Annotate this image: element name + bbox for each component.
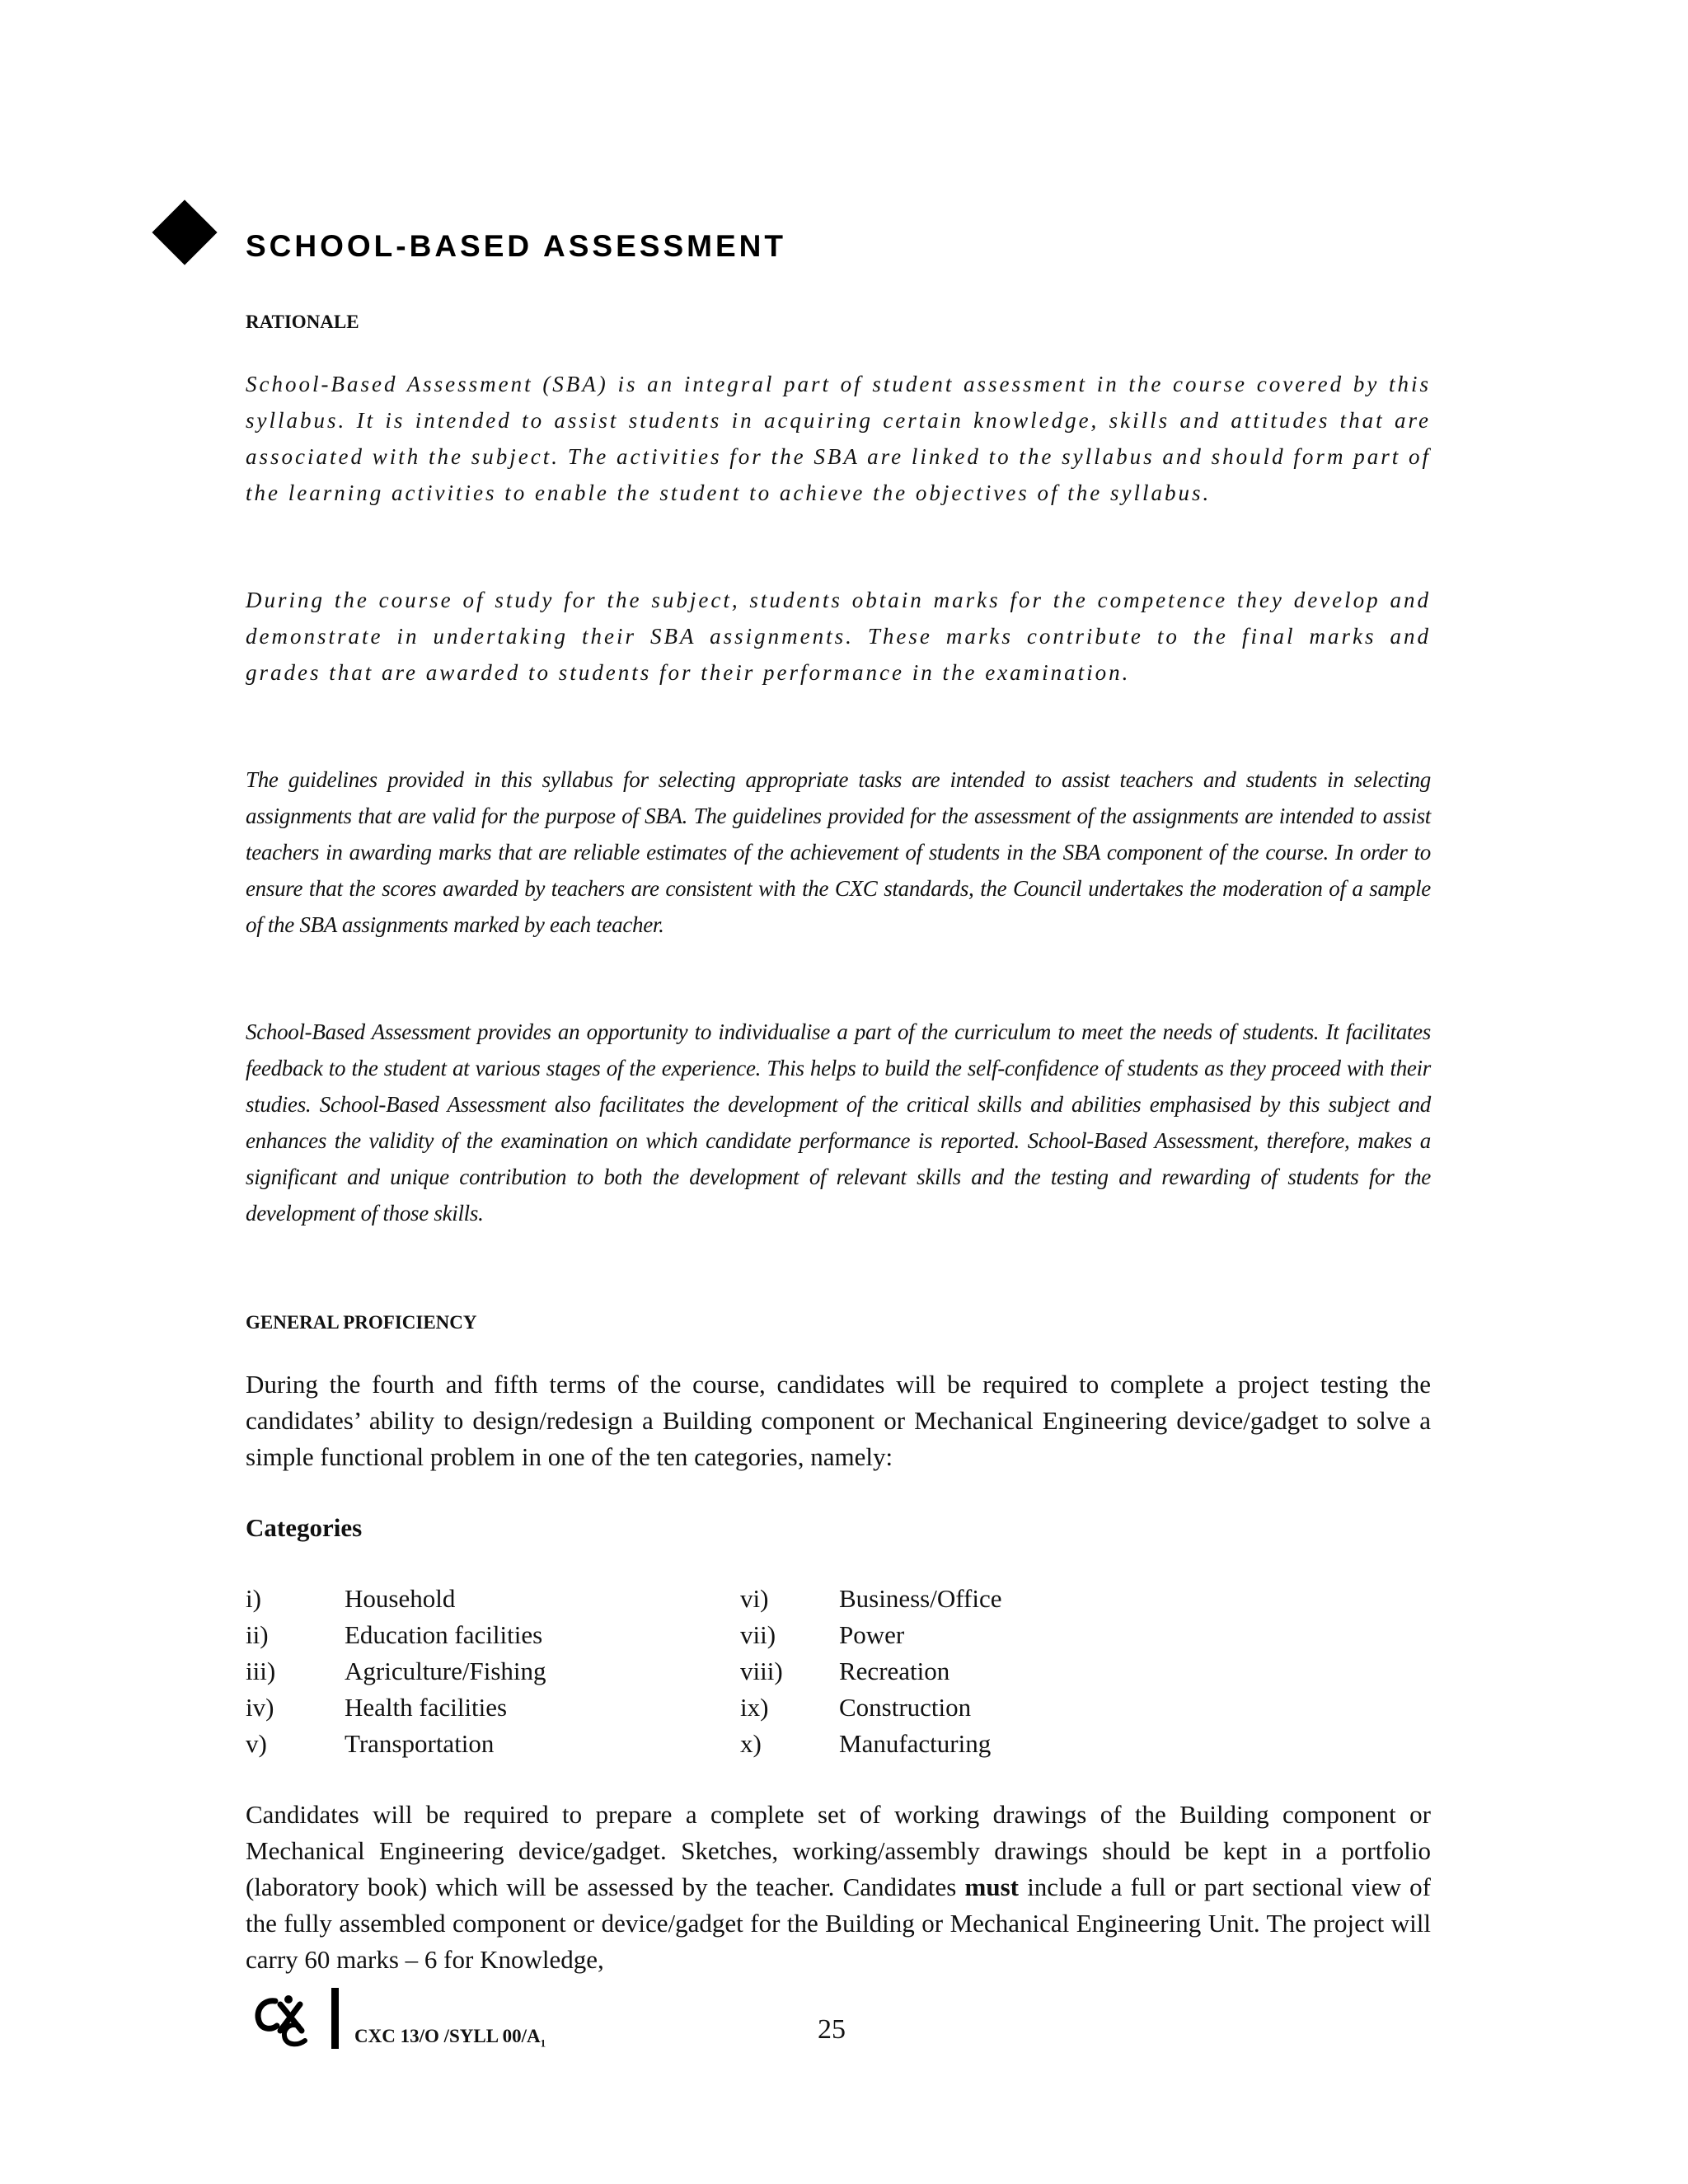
category-name: Household <box>345 1584 456 1613</box>
category-number: ii) <box>246 1620 269 1649</box>
syllabus-code-text: CXC 13/O /SYLL 00/A <box>354 2026 541 2046</box>
categories-label: Categories <box>246 1513 363 1542</box>
page-number: 25 <box>818 2014 846 2045</box>
category-number: vi) <box>740 1584 769 1613</box>
general-proficiency-heading: GENERAL PROFICIENCY <box>246 1312 477 1333</box>
rationale-heading: RATIONALE <box>246 312 359 332</box>
rationale-paragraph-3: The guidelines provided in this syllabus for selecting appropriate tasks are intended to assist teachers and students in selecting assignments that are valid for the purpose of SBA. The guidelines provided for the assessment of the assignments are intended to assist teachers in awarding marks that are reliable estimates of the achievement of students in the SBA component of the course. In order to ensure that the scores awarded by teachers are consistent with the CXC standards, the Council undertakes the moderation of a sample of the SBA assignments marked by each teacher. <box>246 767 1431 937</box>
general-paragraph-1: During the fourth and fifth terms of the course, candidates will be required to complete a project testing the candidates’ ability to design/redesign a Building component or Mechanical Engineering device/gadget to solve a simple functional problem in one of the ten categories, namely: <box>246 1370 1431 1471</box>
category-number: x) <box>740 1729 762 1758</box>
category-number: iv) <box>246 1693 274 1722</box>
category-number: i) <box>246 1584 261 1613</box>
general-paragraph-2 <box>246 1797 1431 1978</box>
footer-divider <box>331 1988 339 2049</box>
category-name: Health facilities <box>345 1693 508 1722</box>
category-name: Agriculture/Fishing <box>345 1657 546 1685</box>
category-number: vii) <box>740 1620 776 1649</box>
category-name: Construction <box>839 1693 972 1722</box>
rationale-paragraph-4: School-Based Assessment provides an opportunity to individualise a part of the curriculum to meet the needs of students. It facilitates feedback to the student at various stages of the experience. This helps to build the self-confidence of students as they proceed with their studies. School-Based Assessment also facilitates the development of the critical skills and abilities emphasised by this subject and enhances the validity of the examination on which candidate performance is reported. School-Based Assessment, therefore, makes a significant and unique contribution to both the development of relevant skills and the testing and rewarding of students for the development of those skills. <box>246 1019 1431 1226</box>
category-name: Education facilities <box>345 1620 543 1649</box>
syllabus-code <box>354 2026 546 2050</box>
category-name: Manufacturing <box>839 1729 992 1758</box>
category-number: ix) <box>740 1693 769 1722</box>
diamond-bullet-icon <box>152 199 217 265</box>
category-number: v) <box>246 1729 267 1758</box>
category-name: Transportation <box>345 1729 495 1758</box>
categories-list <box>246 1581 1152 1762</box>
paragraph-text: Candidates will be required to prepare a complete set of working drawings of the Building component or Mechanical Engineering device/gadget. Sketches, working/assembly drawings should be kept in a portfolio (laboratory book) which will be assessed by the teacher. Candidates <box>246 1800 1431 1901</box>
list-item <box>246 1581 1152 1617</box>
category-name: Recreation <box>839 1657 950 1685</box>
list-item <box>246 1653 1152 1690</box>
category-name: Power <box>839 1620 905 1649</box>
cxc-logo-icon <box>251 1993 310 2047</box>
rationale-paragraph-2: During the course of study for the subject, students obtain marks for the competence they develop and demonstrate in undertaking their SBA assignments. These marks contribute to the final marks and grades that are awarded to students for their performance in the examination. <box>246 588 1431 685</box>
category-name: Business/Office <box>839 1584 1002 1613</box>
syllabus-code-subscript: 1 <box>540 2036 546 2050</box>
section-title: SCHOOL-BASED ASSESSMENT <box>246 229 786 263</box>
list-item <box>246 1726 1152 1762</box>
rationale-paragraph-1: School-Based Assessment (SBA) is an integral part of student assessment in the course covered by this syllabus. It is intended to assist students in acquiring certain knowledge, skills and attitudes that are associated with the subject. The activities for the SBA are linked to the syllabus and should form part of the learning activities to enable the student to achieve the objectives of the syllabus. <box>246 372 1431 505</box>
emphasis-must: must <box>964 1872 1019 1901</box>
category-number: viii) <box>740 1657 783 1685</box>
list-item <box>246 1617 1152 1653</box>
list-item <box>246 1690 1152 1726</box>
category-number: iii) <box>246 1657 276 1685</box>
paragraph-text: include a full or part sectional view of the fully assembled component or device/gadget for the Building or Mechanical Engineering Unit. The project will carry 60 marks – 6 for Knowledge, <box>246 1872 1431 1974</box>
